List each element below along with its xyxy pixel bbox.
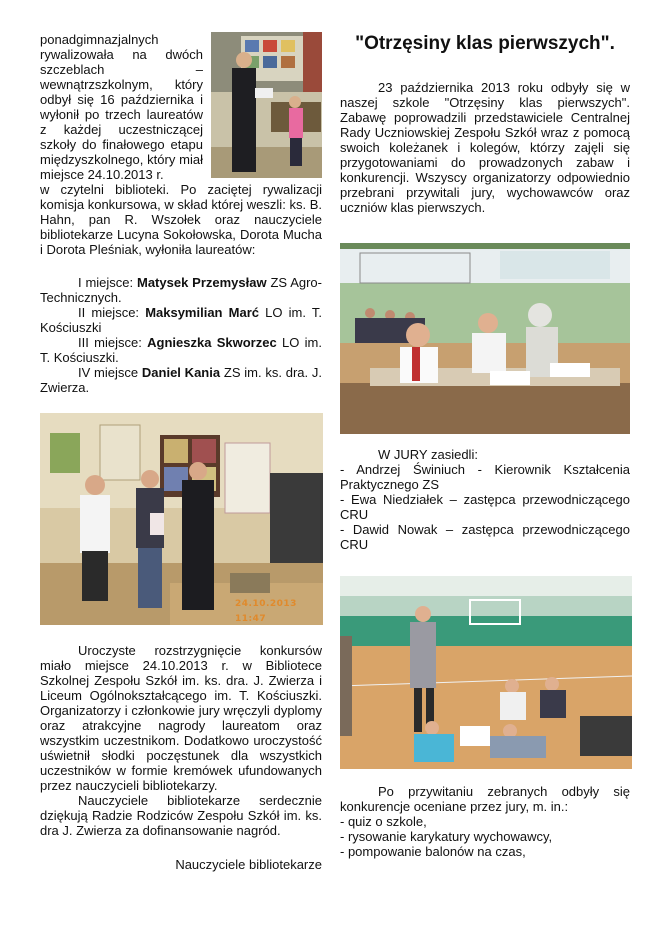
winner-place: III miejsce: — [78, 335, 142, 350]
jury-table-photo — [340, 243, 630, 434]
winner-4 — [40, 365, 322, 395]
library-photo-priest — [211, 32, 322, 178]
winner-1 — [40, 275, 322, 305]
jury-member: - Andrzej Świniuch - Kierownik Kształcenia Praktycznego ZS — [340, 462, 630, 492]
winners-list — [40, 275, 322, 395]
winner-school: ZS Agro-Technicznych. — [40, 275, 322, 305]
jury-member: - Dawid Nowak – zastępca przewodniczącego CRU — [340, 522, 630, 552]
winner-2 — [40, 305, 322, 335]
gym-activity-photo — [340, 576, 632, 769]
winner-name: Matysek Przemysław — [137, 275, 267, 290]
winner-name: Agnieszka Skworzec — [147, 335, 277, 350]
winner-place: I miejsce: — [78, 275, 134, 290]
otrzesiny-intro — [340, 80, 630, 215]
signature-text: Nauczyciele bibliotekarze — [175, 857, 322, 872]
jury-member: - Ewa Niedziałek – zastępca przewodniczącego CRU — [340, 492, 630, 522]
winner-school: LO im. T. Kościuszki. — [40, 335, 322, 365]
winner-school: LO im. T. Kościuszki — [40, 305, 322, 335]
article-title — [340, 33, 630, 55]
competitions-intro: Po przywitaniu zebranych odbyły się konkurencje oceniane przez jury, m. in.: — [340, 784, 630, 814]
winner-place: II miejsce: — [78, 305, 140, 320]
intro-full-paragraph: w czytelni biblioteki. Po zaciętej rywalizacji komisja konkursowa, w skład której weszli: ks. B. Hahn, pan R. Wszołek oraz nauczyciele bibliotekarze Lucyna Sokołowska, Dorota Mucha i Dorota Pleśniak, wyłoniła laureatów: — [40, 182, 322, 257]
winner-name: Daniel Kania — [141, 365, 221, 380]
winner-3 — [40, 335, 322, 365]
photo-date-stamp: 24.10.2013 11:47 — [235, 599, 297, 624]
ceremony-text — [40, 643, 322, 838]
intro-narrow-paragraph: ponadgimnazjalnych rywalizowała na dwóch szczeblach – wewnątrzszkolnym, który odbył się 16 października i wyłonił po trzech laureatów z każdej uczestniczącej szkoły do finałowego etapu międzyszkolnego, który miał miejsce 24.10.2013 r. — [40, 32, 203, 182]
award-ceremony-photo — [40, 413, 323, 625]
competition-item: - rysowanie karykatury wychowawcy, — [340, 829, 553, 844]
thanks-paragraph: Nauczyciele bibliotekarze serdecznie dziękują Radzie Rodziców Zespołu Szkół im. ks. dra J. Zwierza za dofinansowanie nagród. — [40, 793, 322, 838]
signature — [40, 857, 322, 872]
winner-place: IV miejsce — [78, 365, 139, 380]
competition-item: - pompowanie balonów na czas, — [340, 844, 526, 859]
intro-full-text — [40, 182, 322, 257]
jury-section — [340, 447, 630, 552]
ceremony-paragraph: Uroczyste rozstrzygnięcie konkursów miało miejsce 24.10.2013 r. w Bibliotece Szkolnej Zespołu Szkół im. ks. dra. J. Zwierza i Liceum Ogólnokształcącego im. T. Kościuszki. Organizatorzy i członkowie jury wręczyli dyplomy oraz atrakcyjne nagrody laureatom oraz wszystkim uczestnikom. Dodatkowo uroczystość uświetnił słodki poczęstunek dla wszystkich uczestników w formie kremówek ufundowanych przez nauczycieli bibliotekarzy. — [40, 643, 322, 793]
otrzesiny-intro-paragraph: 23 października 2013 roku odbyły się w naszej szkole "Otrzęsiny klas pierwszych". Zabawę poprowadzili przedstawiciele Centralnej Rady Uczniowskiej Zespołu Szkół wraz z pomocą swoich koleżanek i kolegów, którzy zajęli się przygotowaniami do prowadzonych zabaw i konkurencji. Wszyscy organizatorzy odpowiednio przebrani przywitali jury, wychowawców oraz uczniów klas pierwszych. — [340, 80, 630, 215]
competitions-section — [340, 784, 630, 859]
intro-narrow-text — [40, 32, 203, 182]
jury-heading: W JURY zasiedli: — [378, 447, 478, 462]
article-title-text: "Otrzęsiny klas pierwszych". — [355, 33, 615, 54]
winner-name: Maksymilian Marć — [145, 305, 259, 320]
winner-school: ZS im. ks. dra. J. Zwierza. — [40, 365, 323, 395]
competition-item: - quiz o szkole, — [340, 814, 427, 829]
